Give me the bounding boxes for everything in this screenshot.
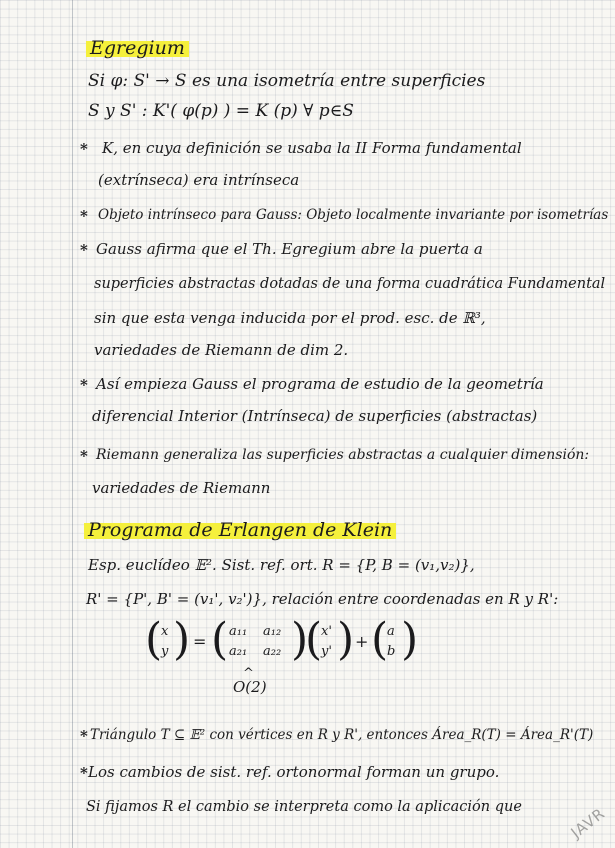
lhs-x: x: [161, 624, 169, 639]
text-line: R' = {P', B' = (v₁', v₂')}, relación entre coordenadas en R y R':: [86, 590, 559, 608]
text-line: Los cambios de sist. ref. ortonormal forman un grupo.: [88, 763, 500, 781]
text-line: Si φ: S' → S es una isometría entre superficies: [88, 71, 486, 91]
bullet-mark: *: [80, 140, 88, 158]
text-line: Así empieza Gauss el programa de estudio de la geometría: [96, 375, 544, 393]
group-label: O(2): [233, 678, 267, 696]
rhs-x: x': [321, 624, 332, 639]
bullet-mark: *: [80, 376, 88, 394]
text-line: Riemann generaliza las superficies abstractas a cualquier dimensión:: [96, 447, 590, 463]
offset-a: a: [387, 624, 395, 639]
text-line: variedades de Riemann de dim 2.: [94, 341, 349, 359]
text-line: Gauss afirma que el Th. Egregium abre la puerta a: [96, 240, 483, 258]
a22: a₂₂: [263, 644, 282, 659]
a12: a₁₂: [263, 624, 282, 639]
text-line: Esp. euclídeo 𝔼². Sist. ref. ort. R = {P, B = (v₁,v₂)},: [88, 556, 475, 574]
offset-b: b: [387, 644, 396, 659]
bullet-mark: *: [80, 764, 88, 782]
text-line: superficies abstractas dotadas de una forma cuadrática Fundamental: [94, 276, 606, 292]
lhs-y: y: [161, 644, 169, 659]
bullet-mark: *: [80, 207, 88, 225]
text-line: K, en cuya definición se usaba la II Forma fundamental: [102, 139, 522, 157]
section-title-erlangen: Programa de Erlangen de Klein: [84, 518, 396, 542]
text-line: Objeto intrínseco para Gauss: Objeto localmente invariante por isometrías: [98, 207, 609, 223]
text-line: Triángulo T ⊆ 𝔼² con vértices en R y R', entonces Área_R(T) = Área_R'(T): [90, 727, 594, 743]
text-line: Si fijamos R el cambio se interpreta como la aplicación que: [86, 799, 522, 815]
watermark: JAVR: [567, 804, 609, 842]
section-title-egregium: Egregium: [86, 36, 189, 60]
margin-line: [72, 0, 73, 848]
a11: a₁₁: [229, 624, 248, 639]
matrix-equation: ( x y ) = ( a₁₁ a₁₂ a₂₁ a₂₂ ) ( x' y' ) + ( a b ) ^ O(2): [145, 614, 419, 696]
rhs-y: y': [321, 644, 332, 659]
bullet-mark: *: [80, 241, 88, 259]
a21: a₂₁: [229, 644, 248, 659]
text-line: S y S' : K'( φ(p) ) = K (p) ∀ p∈S: [88, 101, 354, 121]
text-line: sin que esta venga inducida por el prod. esc. de ℝ³,: [94, 309, 486, 327]
text-line: diferencial Interior (Intrínseca) de superficies (abstractas): [92, 407, 538, 425]
text-line: variedades de Riemann: [92, 479, 271, 497]
bullet-mark: *: [80, 447, 88, 465]
hat-mark: ^: [243, 666, 254, 681]
bullet-mark: *: [80, 727, 88, 745]
text-line: (extrínseca) era intrínseca: [98, 171, 300, 189]
